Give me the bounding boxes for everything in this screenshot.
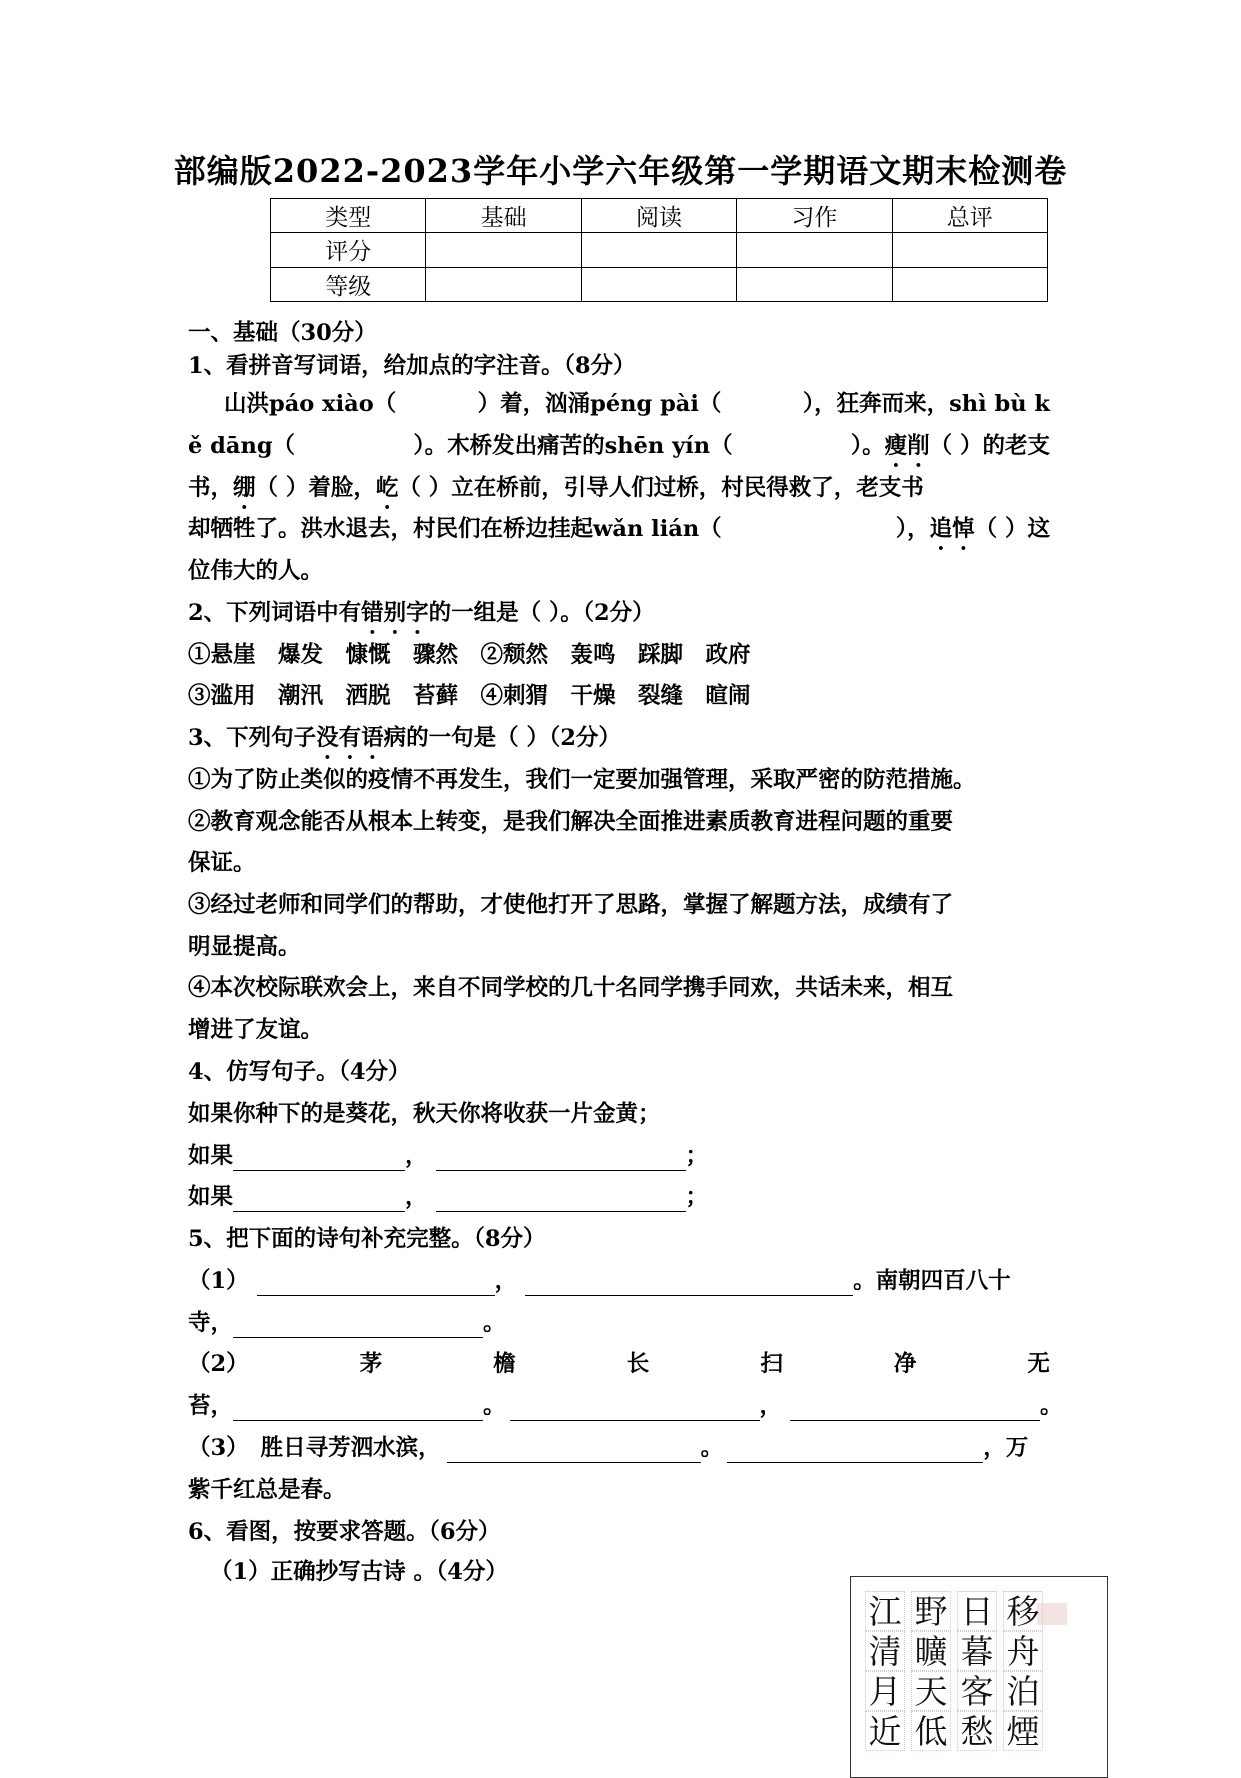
question-4-answer-2: 如果 ， ； <box>188 1184 709 1210</box>
poem-column: 江 清 月 近 <box>865 1591 905 1751</box>
poem-columns <box>865 1591 1043 1751</box>
question-5-part-2: （2） 茅 檐 长 扫 净 无 <box>188 1351 1050 1377</box>
question-5-part-2-cont: 苔， 。 ， 。 <box>188 1393 1063 1419</box>
poem-column: 日 暮 客 愁 <box>957 1591 997 1751</box>
question-5-part-3-cont: 紫千红总是春。 <box>188 1477 346 1503</box>
answer-blank[interactable] <box>790 1396 1040 1421</box>
poem-calligraphy-image <box>850 1576 1108 1778</box>
question-1-line-4: 却牺牲了。洪水退去，村民们在桥边挂起wǎn lián（ ），追悼（ ）这 <box>188 516 1050 542</box>
score-table-header <box>271 199 1048 233</box>
table-cell[interactable] <box>426 233 581 267</box>
question-5-stem: 5、把下面的诗句补充完整。（8分） <box>188 1226 546 1252</box>
question-1-line-3: 书，绷（ ）着脸，屹（ ）立在桥前，引导人们过桥，村民得救了，老支书 <box>188 475 924 501</box>
question-2-options-row-2: ③滥用 潮汛 洒脱 苔藓 ④刺猬 干燥 裂缝 暄闹 <box>188 683 751 709</box>
table-cell: 总评 <box>892 199 1047 233</box>
answer-blank[interactable] <box>510 1396 760 1421</box>
table-cell: 类型 <box>271 199 426 233</box>
question-2-stem: 2、下列词语中有错别字的一组是（ ）。（2分） <box>188 600 655 626</box>
question-1-line-1: 山洪páo xiào（ ）着，汹涌péng pài（ ），狂奔而来，shì bù k <box>224 391 1050 417</box>
table-cell: 基础 <box>426 199 581 233</box>
question-5-part-1-cont: 寺， 。 <box>188 1310 506 1336</box>
question-1-stem: 1、看拼音写词语，给加点的字注音。（8分） <box>188 353 636 379</box>
answer-blank[interactable] <box>447 1438 701 1463</box>
exam-title: 部编版2022-2023学年小学六年级第一学期语文期末检测卷 <box>173 152 1068 190</box>
question-1-line-5: 位伟大的人。 <box>188 558 324 584</box>
question-3-option-3: ③经过老师和同学们的帮助，才使他打开了思路，掌握了解题方法，成绩有了 <box>188 892 954 918</box>
table-cell: 习作 <box>737 199 892 233</box>
poem-column: 移 舟 泊 煙 <box>1003 1591 1043 1751</box>
section-heading: 一、基础（30分） <box>188 320 377 346</box>
question-3-option-4: ④本次校际联欢会上，来自不同学校的几十名同学携手同欢，共话未来，相互 <box>188 975 954 1001</box>
question-3-option-2-cont: 保证。 <box>188 850 256 876</box>
table-cell[interactable] <box>737 233 892 267</box>
question-3-option-2: ②教育观念能否从根本上转变，是我们解决全面推进素质教育进程问题的重要 <box>188 809 954 835</box>
table-cell[interactable] <box>581 233 736 267</box>
table-row <box>271 267 1048 301</box>
score-table <box>270 198 1048 302</box>
answer-blank[interactable] <box>233 1313 483 1338</box>
table-cell[interactable] <box>581 267 736 301</box>
question-5-part-1: （1） ， 。南朝四百八十 <box>188 1268 1011 1294</box>
question-6-stem: 6、看图，按要求答题。（6分） <box>188 1519 501 1545</box>
answer-blank[interactable] <box>525 1271 853 1296</box>
question-3-option-1: ①为了防止类似的疫情不再发生，我们一定要加强管理，采取严密的防范措施。 <box>188 767 976 793</box>
table-cell[interactable] <box>892 267 1047 301</box>
table-cell[interactable] <box>426 267 581 301</box>
poem-column: 野 曠 天 低 <box>911 1591 951 1751</box>
table-cell[interactable] <box>892 233 1047 267</box>
question-2-options-row-1: ①悬崖 爆发 慷慨 骤然 ②颓然 轰鸣 踩脚 政府 <box>188 642 751 668</box>
table-cell: 评分 <box>271 233 426 267</box>
table-cell[interactable] <box>737 267 892 301</box>
answer-blank[interactable] <box>436 1146 686 1171</box>
question-1-line-2: ě dāng（ ）。木桥发出痛苦的shēn yín（ ）。瘦削（ ）的老支 <box>188 433 1050 459</box>
question-4-answer-1: 如果 ， ； <box>188 1143 709 1169</box>
question-4-stem: 4、仿写句子。（4分） <box>188 1059 411 1085</box>
table-cell: 阅读 <box>581 199 736 233</box>
answer-blank[interactable] <box>233 1396 483 1421</box>
answer-blank[interactable] <box>257 1271 495 1296</box>
answer-blank[interactable] <box>233 1146 405 1171</box>
table-row <box>271 233 1048 267</box>
question-3-option-3-cont: 明显提高。 <box>188 934 301 960</box>
question-5-part-3: （3） 胜日寻芳泗水滨， 。 ，万 <box>188 1435 1029 1461</box>
question-3-option-4-cont: 增进了友谊。 <box>188 1017 324 1043</box>
question-6-sub-1: （1）正确抄写古诗 。（4分） <box>210 1559 508 1585</box>
answer-blank[interactable] <box>727 1438 983 1463</box>
answer-blank[interactable] <box>436 1187 686 1212</box>
table-cell: 等级 <box>271 267 426 301</box>
question-4-example: 如果你种下的是葵花，秋天你将收获一片金黄； <box>188 1101 661 1127</box>
question-3-stem: 3、下列句子没有语病的一句是（ ）（2分） <box>188 725 621 751</box>
answer-blank[interactable] <box>233 1187 405 1212</box>
